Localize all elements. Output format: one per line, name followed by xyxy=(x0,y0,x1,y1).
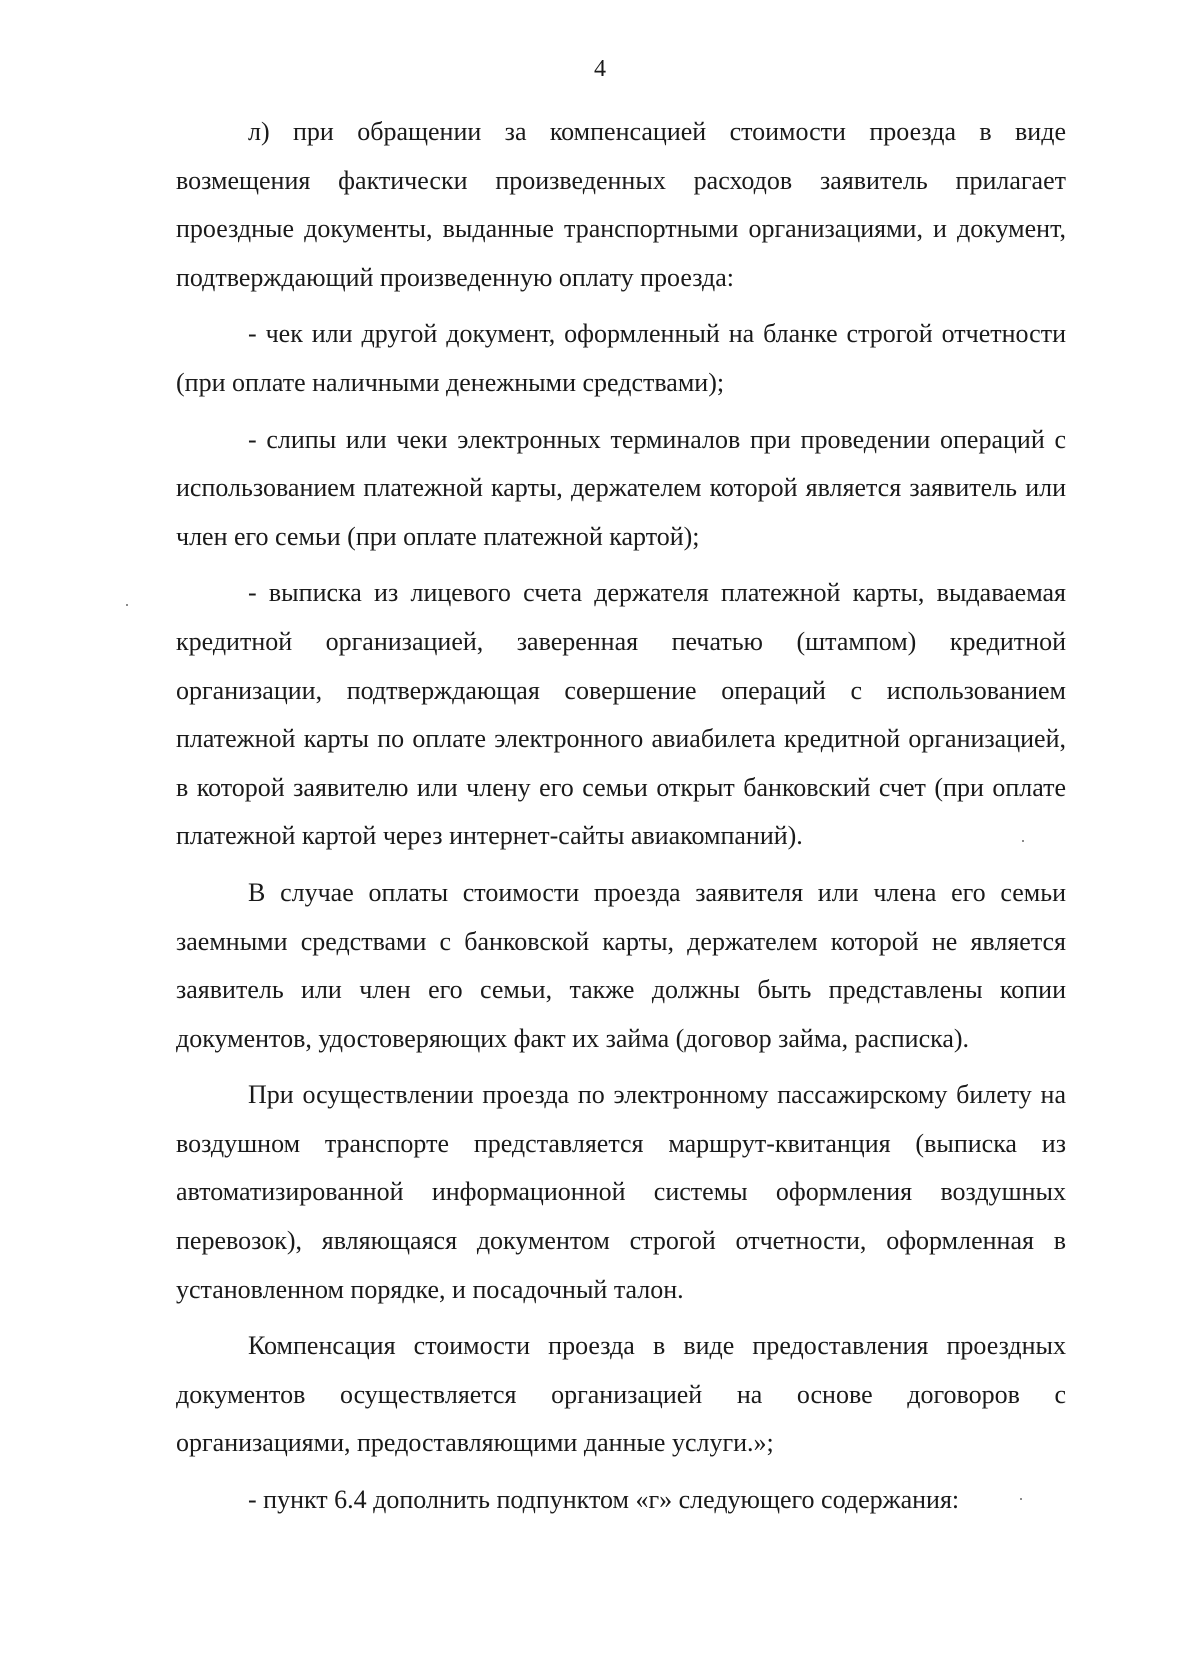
scan-speck xyxy=(1022,840,1024,842)
paragraph-electronic-ticket: При осуществлении проезда по электронному пассажирскому билету на воздушном транспорте представляется маршрут-квитанция (выписка из автоматизированной информационной системы оформления воздушных перевозок), являющаяся документом строгой отчетности, оформленная в установленном порядке, и посадочный талон. xyxy=(176,1080,1066,1304)
paragraph-slips: - слипы или чеки электронных терминалов при проведении операций с использованием платежной карты, держателем которой является заявитель или член его семьи (при оплате платежной картой); xyxy=(176,424,1066,551)
document-body xyxy=(176,108,1066,1525)
paragraph-borrowed-funds: В случае оплаты стоимости проезда заявителя или члена его семьи заемными средствами с банковской карты, держателем которой не является заявитель или член его семьи, также должны быть представлены копии документов, удостоверяющих факт их займа (договор займа, расписка). xyxy=(176,877,1066,1053)
paragraph-receipt: - чек или другой документ, оформленный на бланке строгой отчетности (при оплате наличными денежными средствами); xyxy=(176,319,1066,397)
paragraph-ticket-provision: Компенсация стоимости проезда в виде предоставления проездных документов осуществляется организацией на основе договоров с организациями, предоставляющими данные услуги.»; xyxy=(176,1331,1066,1458)
scan-speck xyxy=(1020,1498,1022,1500)
paragraph-amendment: - пункт 6.4 дополнить подпунктом «г» следующего содержания: xyxy=(248,1485,960,1515)
paragraph-compensation-documents: л) при обращении за компенсацией стоимости проезда в виде возмещения фактически произведенных расходов заявитель прилагает проездные документы, выданные транспортными организациями, и документ, подтверждающий произведенную оплату проезда: xyxy=(176,117,1066,292)
page-number: 4 xyxy=(594,56,606,82)
scan-speck xyxy=(126,604,128,606)
paragraph-bank-statement: - выписка из лицевого счета держателя платежной карты, выдаваемая кредитной организацией, заверенная печатью (штампом) кредитной организации, подтверждающая совершение операций с использованием платежной карты по оплате электронного авиабилета кредитной организацией, в которой заявителю или члену его семьи открыт банковский счет (при оплате платежной картой через интернет-сайты авиакомпаний). xyxy=(176,578,1066,851)
